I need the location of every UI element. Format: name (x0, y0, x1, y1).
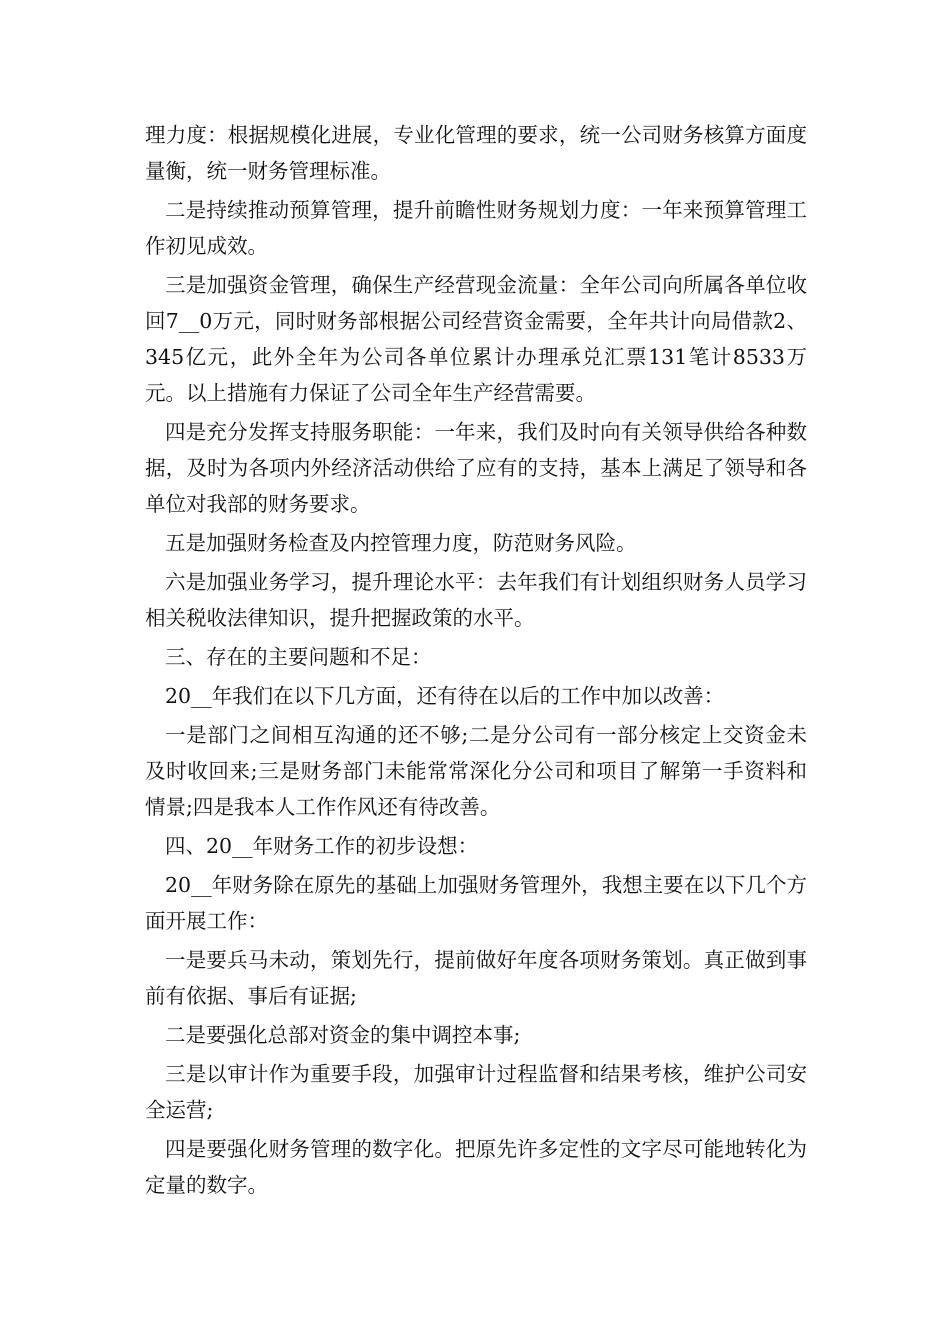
section-heading-problems: 三、存在的主要问题和不足： (165, 645, 432, 669)
paragraph-budget-management: 二是持续推动预算管理，提升前瞻性财务规划力度：一年来预算管理工作初见成效。 (145, 198, 807, 258)
paragraph-problems-intro: 20__年我们在以下几方面，还有待在以后的工作中加以改善： (165, 684, 725, 708)
paragraph-business-study: 六是加强业务学习，提升理论水平：去年我们有计划组织财务人员学习相关税收法律知识，提升把握政策的水平。 (145, 570, 807, 630)
paragraph-plan-three: 三是以审计作为重要手段，加强审计过程监督和结果考核，维护公司安全运营; (145, 1062, 807, 1122)
section-heading-plans: 四、20__年财务工作的初步设想： (165, 834, 479, 858)
paragraph-continuation: 理力度：根据规模化进展，专业化管理的要求，统一公司财务核算方面度量衡，统一财务管理标准。 (145, 123, 807, 183)
paragraph-problems-list: 一是部门之间相互沟通的还不够;二是分公司有一部分核定上交资金未及时收回来;三是财务部门未能常常深化分公司和项目了解第一手资料和情景;四是我本人工作作风还有待改善。 (145, 723, 807, 819)
paragraph-service-function: 四是充分发挥支持服务职能：一年来，我们及时向有关领导供给各种数据，及时为各项内外经济活动供给了应有的支持，基本上满足了领导和各单位对我部的财务要求。 (145, 420, 807, 516)
paragraph-cash-management: 三是加强资金管理，确保生产经营现金流量：全年公司向所属各单位收回7__0万元，同时财务部根据公司经营资金需要，全年共计向局借款2、345亿元，此外全年为公司各单位累计办理承兑汇票131笔计8533万元。以上措施有力保证了公司全年生产经营需要。 (145, 273, 807, 405)
paragraph-plan-two: 二是要强化总部对资金的集中调控本事; (165, 1023, 521, 1047)
paragraph-plan-one: 一是要兵马未动，策划先行，提前做好年度各项财务策划。真正做到事前有依据、事后有证据; (145, 948, 807, 1008)
paragraph-plan-four: 四是要强化财务管理的数字化。把原先许多定性的文字尽可能地转化为定量的数字。 (145, 1137, 807, 1197)
paragraph-plans-intro: 20__年财务除在原先的基础上加强财务管理外，我想主要在以下几个方面开展工作： (145, 873, 807, 933)
paragraph-internal-control: 五是加强财务检查及内控管理力度，防范财务风险。 (165, 531, 637, 555)
document-body (145, 117, 807, 1206)
